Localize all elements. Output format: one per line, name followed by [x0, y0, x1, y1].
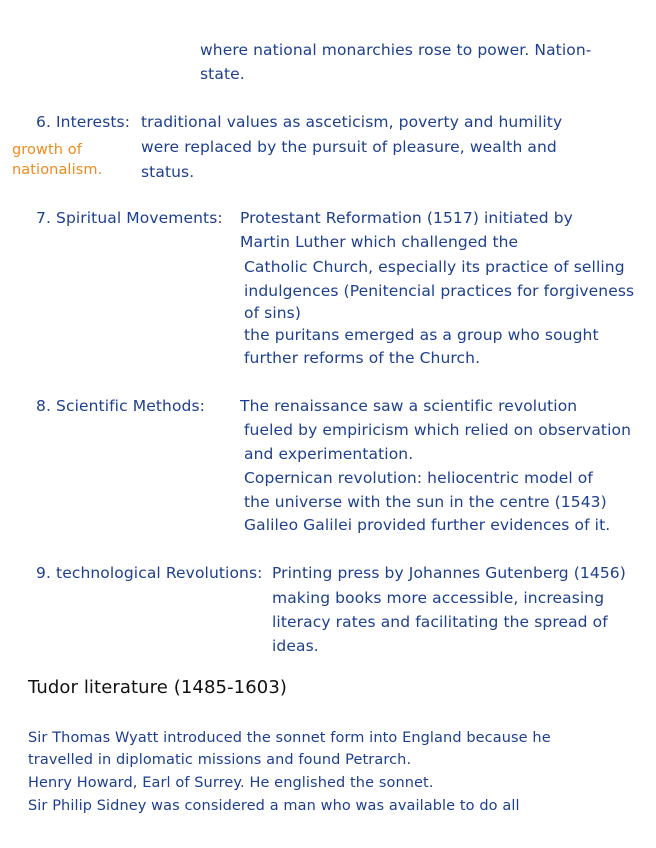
item8-line-6: Galileo Galilei provided further evidences of it.	[244, 516, 611, 534]
tudor-line-4: Sir Philip Sidney was considered a man who was available to do all	[28, 798, 520, 814]
item8-label: 8. Scientific Methods:	[36, 397, 205, 415]
item8-line-3: and experimentation.	[244, 445, 414, 463]
intro-line-1: where national monarchies rose to power. Nation-	[200, 41, 592, 59]
item7-line-3: Catholic Church, especially its practice of selling	[244, 258, 625, 276]
item7-label: 7. Spiritual Movements:	[36, 209, 223, 227]
item6-label: 6. Interests:	[36, 113, 131, 131]
item7-line-2: Martin Luther which challenged the	[240, 233, 519, 251]
intro-line-2: state.	[200, 65, 245, 83]
item7-line-5: of sins)	[244, 304, 301, 322]
item9-line-1: Printing press by Johannes Gutenberg (1456)	[272, 564, 626, 582]
margin-note-line-1: growth of	[12, 142, 82, 158]
item7-line-1: Protestant Reformation (1517) initiated by	[240, 209, 573, 227]
tudor-line-1: Sir Thomas Wyatt introduced the sonnet form into England because he	[28, 730, 551, 746]
item9-line-2: making books more accessible, increasing	[272, 589, 605, 607]
tudor-line-2: travelled in diplomatic missions and found Petrarch.	[28, 752, 412, 768]
item9-line-4: ideas.	[272, 637, 319, 655]
item9-label: 9. technological Revolutions:	[36, 564, 263, 582]
item7-line-6: the puritans emerged as a group who sought	[244, 326, 599, 344]
tudor-line-3: Henry Howard, Earl of Surrey. He englished the sonnet.	[28, 775, 434, 791]
section-heading: Tudor literature (1485-1603)	[28, 677, 288, 698]
item6-line-1: traditional values as asceticism, poverty and humility	[141, 113, 563, 131]
item8-line-4: Copernican revolution: heliocentric model of	[244, 469, 593, 487]
item7-line-4: indulgences (Penitencial practices for forgiveness	[244, 282, 635, 300]
item6-line-2: were replaced by the pursuit of pleasure, wealth and	[141, 138, 557, 156]
item8-line-1: The renaissance saw a scientific revolution	[240, 397, 578, 415]
item8-line-5: the universe with the sun in the centre (1543)	[244, 493, 607, 511]
item6-line-3: status.	[141, 163, 195, 181]
item9-line-3: literacy rates and facilitating the spread of	[272, 613, 608, 631]
margin-note-line-2: nationalism.	[12, 162, 103, 178]
item8-line-2: fueled by empiricism which relied on observation	[244, 421, 632, 439]
item7-line-7: further reforms of the Church.	[244, 349, 481, 367]
